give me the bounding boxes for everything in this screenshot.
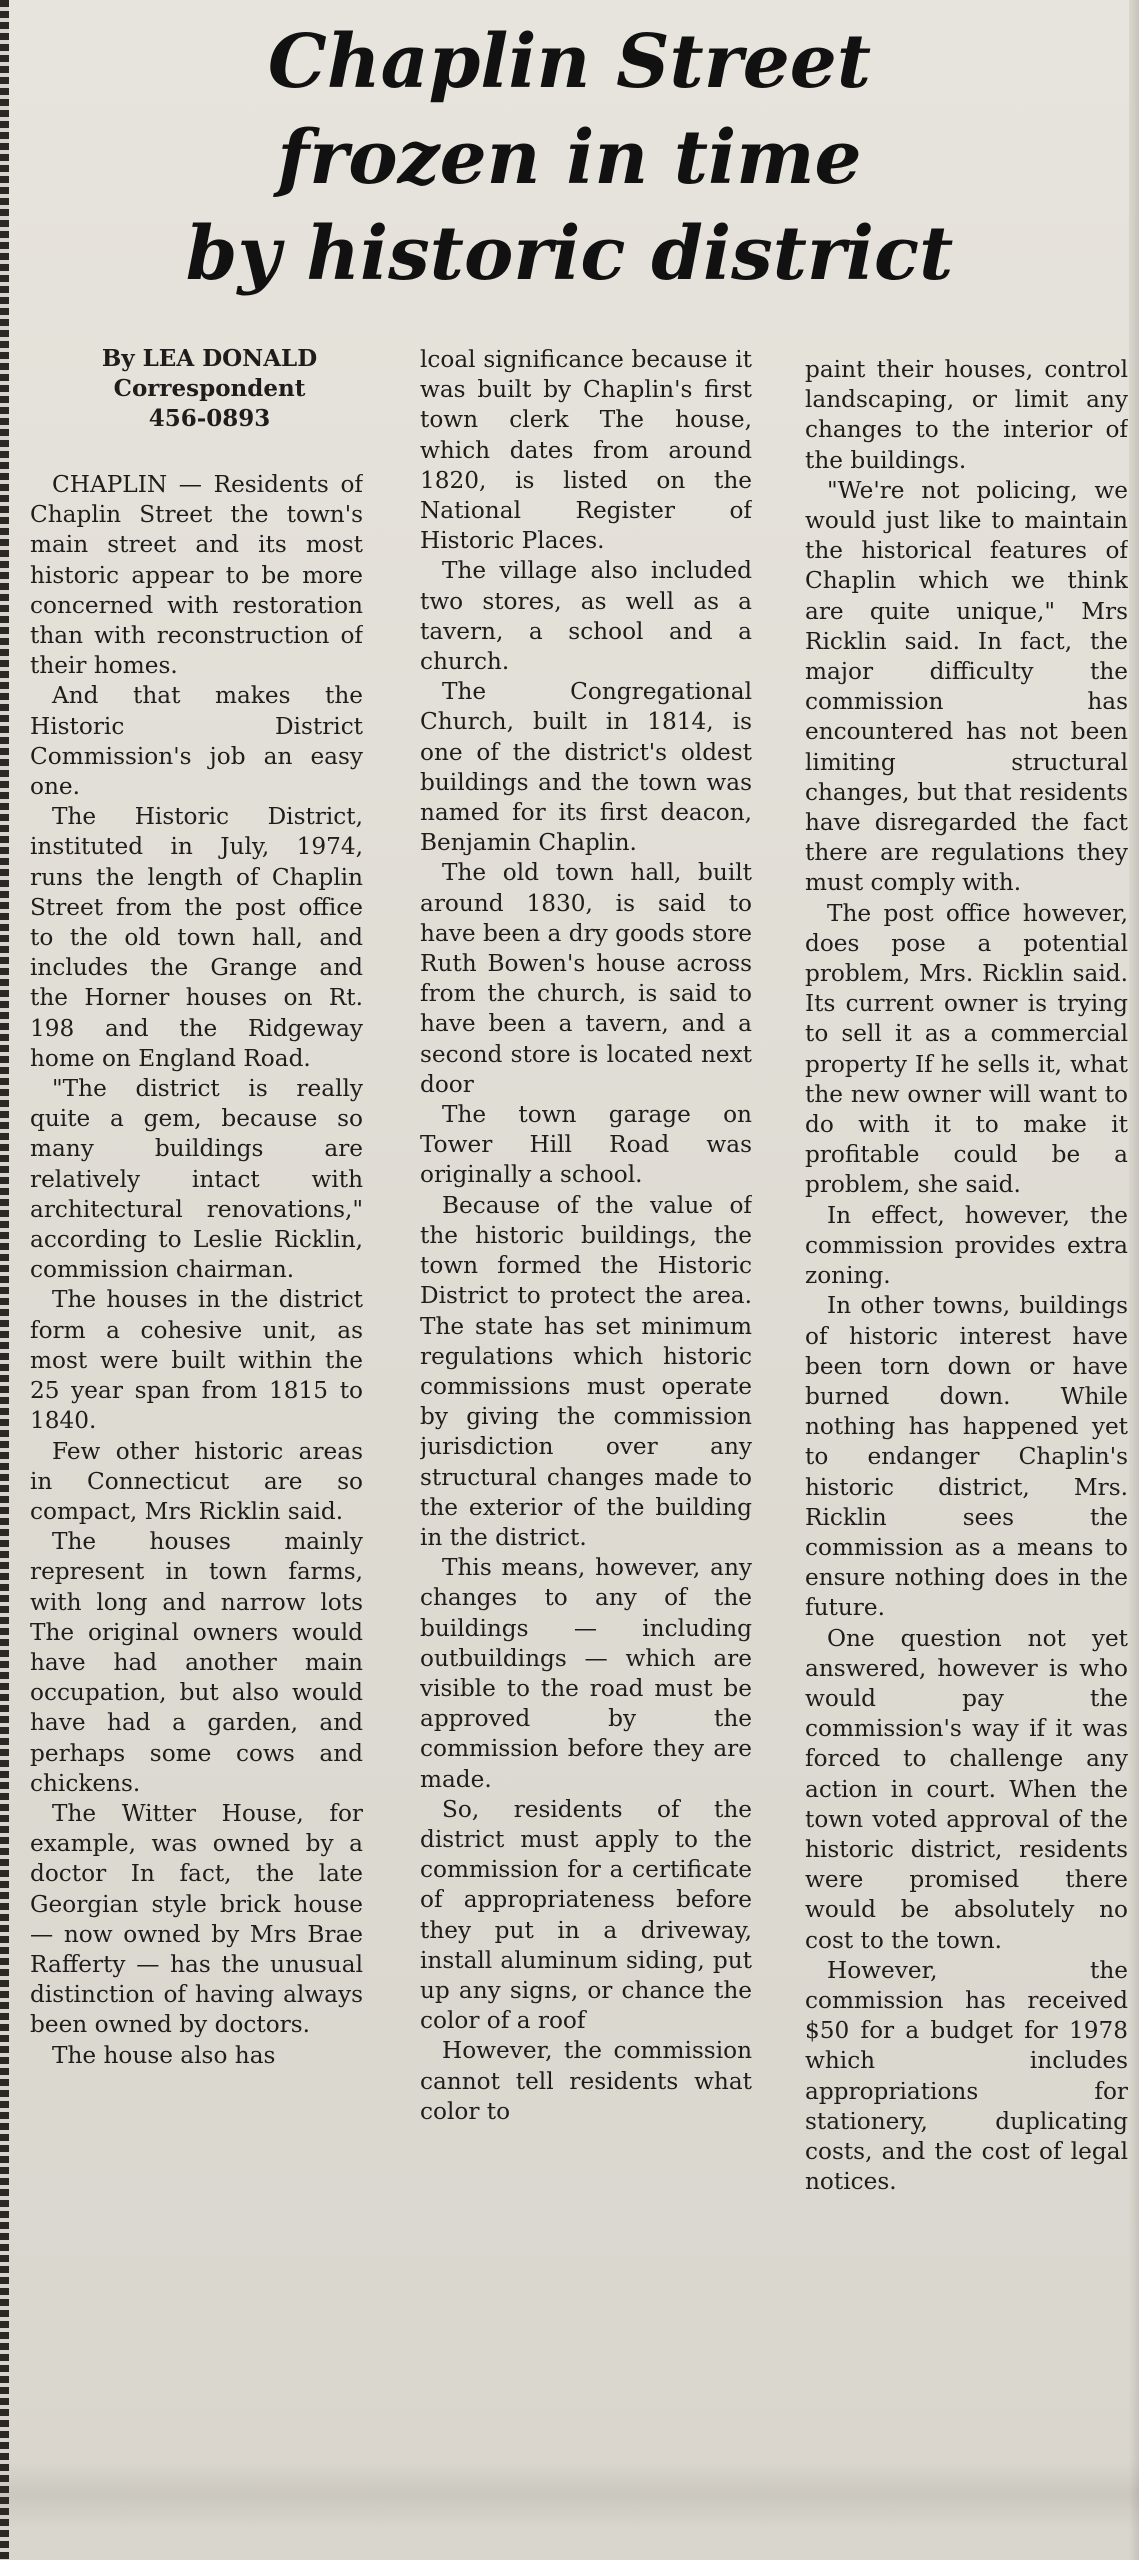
headline-line-3: by historic district <box>185 211 954 297</box>
headline-line-2: frozen in time <box>277 115 862 201</box>
paragraph: In effect, however, the commission provides extra zoning. <box>805 1201 1128 1290</box>
paragraph: This means, however, any changes to any of the buildings — including outbuildings — which are visible to the road must be approved by the commission before they are made. <box>420 1554 752 1793</box>
paragraph: However, the commission cannot tell residents what color to <box>420 2037 752 2125</box>
clipping-left-border <box>0 0 9 2560</box>
paragraph: paint their houses, control landscaping, or limit any changes to the interior of the buildings. <box>805 356 1128 474</box>
paragraph: "We're not policing, we would just like to maintain the historical features of Chaplin which we think are quite unique," Mrs Ricklin said. In fact, the major difficulty the commission has encountered has not been limiting structural changes, but that residents have disregarded the fact there are regulations they must comply with. <box>805 476 1128 897</box>
headline <box>20 14 1119 302</box>
paragraph: However, the commission has received $50 for a budget for 1978 which includes appropriations for stationery, duplicating costs, and the cost of legal notices. <box>805 1956 1128 2196</box>
paragraph: Because of the value of the historic buildings, the town formed the Historic District to protect the area. The state has set minimum regulations which historic commissions must operate by giving the commission jurisdiction over any structural changes made to the exterior of the building in the district. <box>420 1191 752 1551</box>
paragraph: Few other historic areas in Connecticut are so compact, Mrs Ricklin said. <box>30 1437 363 1525</box>
paragraph: The Historic District, instituted in July, 1974, runs the length of Chaplin Street from the post office to the old town hall, and includes the Grange and the Horner houses on Rt. 198 and the Ridgeway home on England Road. <box>30 803 363 1072</box>
headline-line-1: Chaplin Street <box>267 19 872 105</box>
byline-role: Correspondent <box>113 375 306 402</box>
article-column-2 <box>420 345 752 2560</box>
byline-author: By LEA DONALD <box>101 345 318 372</box>
paragraph: The post office however, does pose a potential problem, Mrs. Ricklin said. Its current owner is trying to sell it as a commercial property If he sells it, what the new owner will want to do with it to make it profitable could be a problem, she said. <box>805 899 1128 1199</box>
paragraph: The house also has <box>52 2041 276 2069</box>
paragraph: CHAPLIN — Residents of Chaplin Street the town's main street and its most historic appear to be more concerned with restoration than with reconstruction of their homes. <box>30 471 363 680</box>
paragraph: The village also included two stores, as well as a tavern, a school and a church. <box>420 557 752 676</box>
paragraph: One question not yet answered, however is who would pay the commission's way if it was forced to challenge any action in court. When the town voted approval of the historic district, residents were promised there would be absolutely no cost to the town. <box>805 1624 1128 1954</box>
paragraph: And that makes the Historic District Commission's job an easy one. <box>30 682 363 801</box>
byline-phone: 456-0893 <box>148 405 271 432</box>
paragraph: The houses in the district form a cohesive unit, as most were built within the 25 year span from 1815 to 1840. <box>30 1286 363 1435</box>
article-column-1 <box>30 470 363 2560</box>
article-column-3 <box>805 355 1128 2560</box>
paragraph: The old town hall, built around 1830, is said to have been a dry goods store Ruth Bowen's house across from the church, is said to have been a tavern, and a second store is located next door <box>420 859 752 1098</box>
paragraph: "The district is really quite a gem, because so many buildings are relatively intact with architectural renovations," according to Leslie Ricklin, commission chairman. <box>30 1075 363 1284</box>
paragraph: lcoal significance because it was built by Chaplin's first town clerk The house, which dates from around 1820, is listed on the National Register of Historic Places. <box>420 346 752 555</box>
paragraph: The Witter House, for example, was owned by a doctor In fact, the late Georgian style brick house — now owned by Mrs Brae Rafferty — has the unusual distinction of having always been owned by doctors. <box>30 1799 363 2039</box>
paragraph: The town garage on Tower Hill Road was originally a school. <box>420 1101 752 1189</box>
byline <box>32 344 387 434</box>
paragraph: In other towns, buildings of historic interest have been torn down or have burned down. While nothing has happened yet to endanger Chaplin's historic district, Mrs. Ricklin sees the commission as a means to ensure nothing does in the future. <box>805 1292 1128 1622</box>
paragraph: The Congregational Church, built in 1814, is one of the district's oldest buildings and the town was named for its first deacon, Benjamin Chaplin. <box>420 678 752 857</box>
clipping-right-edge <box>1129 0 1139 2560</box>
paragraph: The houses mainly represent in town farms, with long and narrow lots The original owners would have had another main occupation, but also would have had a garden, and perhaps some cows and chickens. <box>30 1528 363 1797</box>
paragraph: So, residents of the district must apply to the commission for a certificate of appropriateness before they put in a driveway, install aluminum siding, put up any signs, or chance the color of a roof <box>420 1795 752 2035</box>
